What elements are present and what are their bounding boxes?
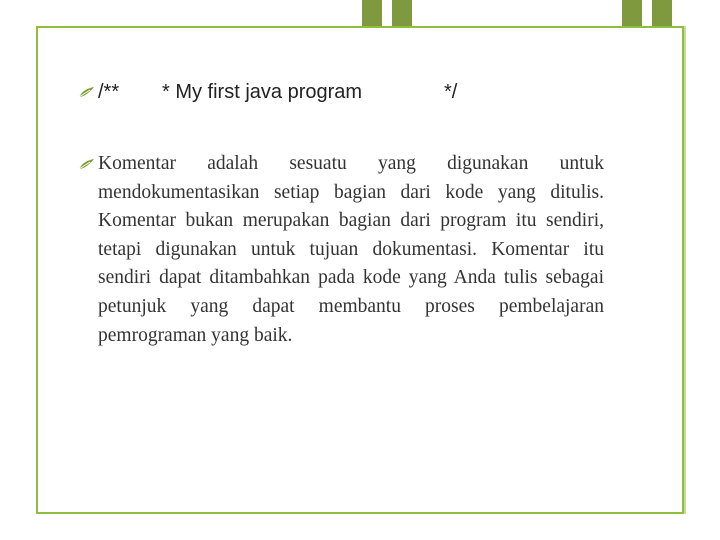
komentar-paragraph: Komentar adalah sesuatu yang digunakan untuk mendokumentasikan setiap bagian dari kode yang ditulis. Komentar bukan merupakan bagian dari program itu sendiri, tetapi digunakan untuk tujuan dokumentasi. Komentar itu sendiri dapat ditambahkan pada kode yang Anda tulis sebagai petunjuk yang dapat membantu proses pembelajaran pemrograman yang baik. [98, 153, 604, 346]
bullet-paragraph [78, 150, 604, 350]
bullet-code-comment [78, 78, 604, 106]
code-comment-line [98, 78, 604, 106]
comment-text: * My first java program [162, 81, 363, 103]
slide-frame-shadow [684, 26, 686, 514]
slide-content [78, 78, 604, 350]
leaf-bullet-icon [78, 155, 98, 173]
leaf-bullet-icon [78, 83, 98, 101]
comment-open: /** [98, 81, 120, 103]
comment-close: */ [444, 81, 458, 103]
